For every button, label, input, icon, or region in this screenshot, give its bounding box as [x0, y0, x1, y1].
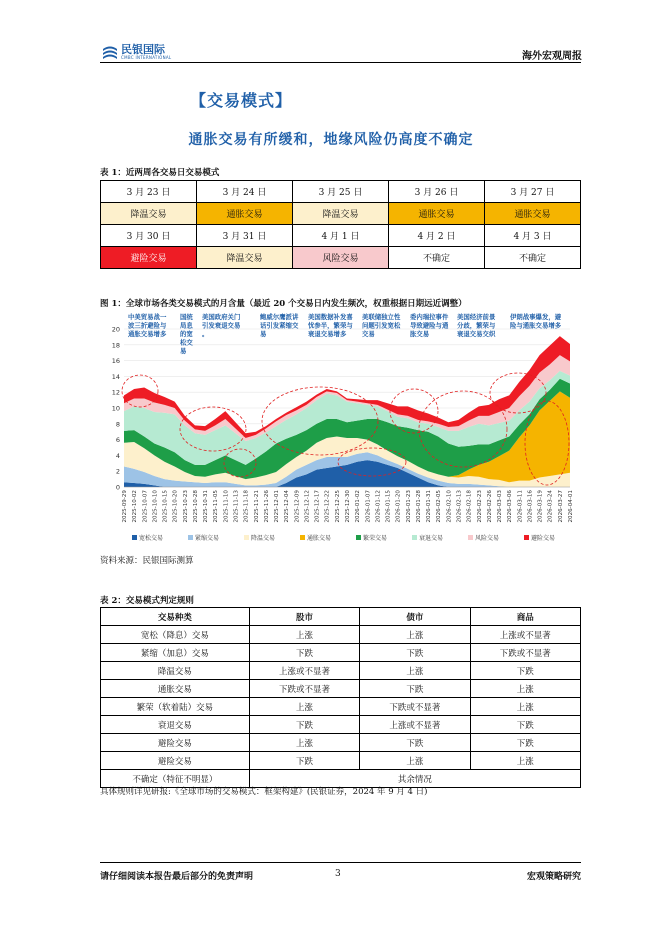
legend-label: 降温交易: [251, 535, 276, 542]
rule-cell: 上涨: [249, 626, 359, 644]
legend-swatch: [188, 535, 193, 540]
rule-cell: 不确定（特征不明显）: [101, 770, 250, 788]
rule-cell: 避险交易: [101, 734, 250, 752]
legend-label: 通胀交易: [307, 535, 332, 542]
x-tick-label: 2025-12-22: [324, 490, 331, 523]
x-tick-label: 2025-10-10: [152, 490, 159, 523]
x-tick-label: 2025-11-10: [223, 490, 230, 523]
rule-cell: 上涨: [470, 698, 580, 716]
mode-cell: 不确定: [389, 247, 485, 269]
table2-row: [101, 644, 581, 662]
table2-row: [101, 716, 581, 734]
logo-icon: [102, 45, 118, 59]
rule-cell: 降温交易: [101, 662, 250, 680]
table2-row: [101, 752, 581, 770]
date-cell: 3 月 30 日: [101, 225, 197, 247]
legend-swatch: [300, 535, 305, 540]
table1-row: [101, 225, 581, 247]
x-tick-label: 2026-03-06: [507, 490, 514, 523]
chart-annotation: 伊朗战事爆发，避险与通胀交易增多: [510, 313, 562, 330]
table2-row: [101, 680, 581, 698]
date-cell: 4 月 3 日: [485, 225, 581, 247]
legend-label: 避险交易: [531, 535, 556, 542]
rule-cell: 避险交易: [101, 752, 250, 770]
y-tick-label: 8: [115, 420, 120, 429]
legend-swatch: [356, 535, 361, 540]
disclaimer-text: 请仔细阅读本报告最后部分的免责声明: [100, 872, 254, 882]
x-tick-label: 2025-10-20: [172, 490, 179, 523]
rule-cell: 上涨: [360, 626, 470, 644]
table2-row: [101, 662, 581, 680]
y-tick-label: 0: [115, 483, 120, 492]
y-tick-label: 14: [111, 372, 120, 381]
logo-text: 民银国际: [121, 43, 165, 56]
date-cell: 3 月 23 日: [101, 181, 197, 203]
figure1-source: 资料来源：民银国际测算: [100, 556, 194, 566]
x-tick-label: 2026-04-01: [568, 490, 574, 523]
x-tick-label: 2026-01-02: [355, 490, 362, 523]
x-tick-label: 2025-12-04: [284, 490, 291, 523]
rule-cell: 下跌: [470, 716, 580, 734]
table2-caption: 表 2：交易模式判定规则: [100, 596, 194, 606]
x-tick-label: 2025-12-09: [294, 490, 301, 523]
x-tick-label: 2025-10-15: [162, 490, 169, 523]
mode-cell: 通胀交易: [485, 203, 581, 225]
y-tick-label: 18: [111, 341, 120, 350]
chart-annotation: 委内瑞拉事件导致避险与通胀交易: [410, 313, 449, 338]
rule-cell: 衰退交易: [101, 716, 250, 734]
rule-cell: 通胀交易: [101, 680, 250, 698]
figure1-caption: 图 1：全球市场各类交易模式的月含量（最近 20 个交易日内发生频次，权重根据日期远近调整）: [100, 299, 467, 309]
y-tick-label: 4: [115, 451, 120, 460]
rule-cell: 下跌: [360, 734, 470, 752]
x-tick-label: 2026-03-03: [497, 490, 504, 523]
table2-row: [101, 626, 581, 644]
x-tick-label: 2026-01-23: [405, 490, 412, 523]
x-tick-label: 2025-12-25: [334, 490, 341, 523]
x-tick-label: 2026-01-28: [415, 490, 422, 523]
x-tick-label: 2025-11-21: [253, 490, 260, 523]
rule-cell: 下跌: [470, 662, 580, 680]
x-tick-label: 2025-10-31: [203, 490, 210, 523]
x-tick-label: 2026-03-27: [557, 490, 564, 523]
x-tick-label: 2026-03-24: [547, 490, 554, 523]
logo-subtext: CMBC INTERNATIONAL: [121, 55, 172, 60]
department-name: 宏观策略研究: [526, 872, 581, 882]
x-tick-label: 2025-12-12: [304, 490, 311, 523]
x-tick-label: 2025-10-28: [192, 490, 199, 523]
legend-swatch: [524, 535, 529, 540]
x-tick-label: 2026-03-16: [527, 490, 534, 523]
legend-swatch: [132, 535, 137, 540]
legend-label: 风险交易: [475, 535, 500, 542]
page-number: 3: [335, 869, 341, 879]
rule-cell: 下跌: [360, 680, 470, 698]
mode-cell: 避险交易: [101, 247, 197, 269]
rule-cell: 下跌或不显著: [470, 644, 580, 662]
y-tick-label: 6: [115, 436, 120, 445]
rule-cell: 下跌或不显著: [360, 698, 470, 716]
date-cell: 3 月 25 日: [293, 181, 389, 203]
legend-swatch: [244, 535, 249, 540]
legend-label: 紧缩交易: [195, 535, 220, 542]
mode-cell: 通胀交易: [389, 203, 485, 225]
y-tick-label: 16: [111, 357, 120, 366]
mode-cell: 降温交易: [293, 203, 389, 225]
rules-table: [100, 607, 581, 788]
column-header: 商品: [470, 608, 580, 626]
column-header: 股市: [249, 608, 359, 626]
date-cell: 3 月 27 日: [485, 181, 581, 203]
rule-cell: 上涨: [360, 662, 470, 680]
table2-header-row: [101, 608, 581, 626]
rule-cell: 上涨: [470, 752, 580, 770]
x-tick-label: 2026-03-11: [517, 490, 524, 523]
x-tick-label: 2025-12-01: [274, 490, 281, 523]
rule-cell: 下跌: [470, 734, 580, 752]
x-tick-label: 2026-01-31: [426, 490, 433, 523]
rule-cell: 紧缩（加息）交易: [101, 644, 250, 662]
chart-annotation: 中美贸易战一波三折避险与通胀交易增多: [128, 313, 167, 338]
footer-divider: [100, 862, 581, 863]
rule-cell: 上涨: [249, 734, 359, 752]
header-divider: [100, 62, 581, 63]
chart-annotation: 美国数据补发喜忧参半，繁荣与衰退交易增多: [308, 313, 353, 338]
rule-cell: 上涨: [360, 752, 470, 770]
table2-row: [101, 734, 581, 752]
mode-cell: 降温交易: [101, 203, 197, 225]
date-cell: 3 月 31 日: [197, 225, 293, 247]
x-tick-label: 2026-02-10: [446, 490, 453, 523]
table1-row: [101, 203, 581, 225]
column-header: 债市: [360, 608, 470, 626]
rule-cell: 宽松（降息）交易: [101, 626, 250, 644]
x-tick-label: 2026-01-15: [385, 490, 392, 523]
x-tick-label: 2025-11-05: [213, 490, 220, 523]
chart-annotation: 美联储独立性问题引发宽松交易: [362, 313, 401, 338]
x-tick-label: 2026-01-07: [365, 490, 372, 523]
rule-cell: 上涨或不显著: [360, 716, 470, 734]
rule-cell: 下跌: [360, 644, 470, 662]
x-tick-label: 2025-10-07: [142, 490, 149, 523]
x-tick-label: 2025-11-13: [233, 490, 240, 523]
x-tick-label: 2026-02-23: [476, 490, 483, 523]
section-title: 【交易模式】: [190, 91, 293, 110]
x-tick-label: 2025-12-17: [314, 490, 321, 523]
table1-row: [101, 181, 581, 203]
x-tick-label: 2025-09-29: [122, 490, 128, 523]
trading-days-table: [100, 180, 581, 269]
rule-cell: 其余情况: [249, 770, 580, 788]
legend-swatch: [468, 535, 473, 540]
rule-cell: 下跌: [249, 716, 359, 734]
y-tick-label: 12: [111, 388, 120, 397]
x-tick-label: 2025-12-30: [345, 490, 351, 523]
legend-swatch: [412, 535, 417, 540]
rule-cell: 上涨或不显著: [249, 662, 359, 680]
y-tick-label: 20: [111, 325, 120, 334]
x-tick-label: 2025-11-26: [263, 490, 270, 523]
rule-cell: 下跌或不显著: [249, 680, 359, 698]
table2-note: 具体规则详见研报:《全球市场的交易模式：框架构建》(民银证券，2024 年 9 月 4 日): [100, 787, 428, 797]
date-cell: 4 月 2 日: [389, 225, 485, 247]
table2-row: [101, 698, 581, 716]
x-tick-label: 2026-02-18: [466, 490, 473, 523]
mode-cell: 不确定: [485, 247, 581, 269]
legend-label: 衰退交易: [419, 535, 444, 542]
y-tick-label: 10: [111, 404, 120, 413]
x-tick-label: 2026-02-26: [486, 490, 493, 523]
report-name: 海外宏观周报: [522, 51, 582, 62]
chart-annotation: 国统局息的宽松交易: [180, 313, 193, 355]
x-tick-label: 2026-01-12: [375, 490, 382, 523]
x-tick-label: 2026-02-05: [436, 490, 443, 523]
x-tick-label: 2025-11-18: [243, 490, 250, 523]
mode-cell: 降温交易: [197, 247, 293, 269]
x-tick-label: 2025-10-23: [182, 490, 189, 523]
rule-cell: 上涨或不显著: [470, 626, 580, 644]
chart-annotation: 美国经济前景分歧，繁荣与衰退交易交织: [457, 313, 496, 338]
y-tick-label: 2: [115, 467, 120, 476]
date-cell: 4 月 1 日: [293, 225, 389, 247]
x-tick-label: 2026-01-20: [395, 490, 402, 523]
x-tick-label: 2026-03-19: [537, 490, 544, 523]
date-cell: 3 月 26 日: [389, 181, 485, 203]
rule-cell: 下跌: [249, 752, 359, 770]
chart-annotation: 鲍威尔鹰派讲话引发紧缩交易: [260, 313, 299, 338]
legend-label: 繁荣交易: [363, 535, 388, 542]
legend-label: 宽松交易: [139, 535, 164, 542]
x-tick-label: 2025-10-02: [132, 490, 139, 523]
trading-mode-chart: [100, 311, 581, 551]
rule-cell: 下跌: [249, 644, 359, 662]
mode-cell: 通胀交易: [197, 203, 293, 225]
table1-caption: 表 1：近两周各交易日交易模式: [100, 168, 220, 178]
rule-cell: 上涨: [470, 680, 580, 698]
column-header: 交易种类: [101, 608, 250, 626]
rule-cell: 繁荣（软着陆）交易: [101, 698, 250, 716]
subtitle: 通胀交易有所缓和，地缘风险仍高度不确定: [188, 132, 474, 148]
company-logo: [102, 44, 171, 60]
rule-cell: 上涨: [249, 698, 359, 716]
x-tick-label: 2026-02-13: [456, 490, 463, 523]
mode-cell: 风险交易: [293, 247, 389, 269]
table1-row: [101, 247, 581, 269]
date-cell: 3 月 24 日: [197, 181, 293, 203]
chart-annotation: 美国政府关门引发衰退交易。: [202, 313, 241, 338]
